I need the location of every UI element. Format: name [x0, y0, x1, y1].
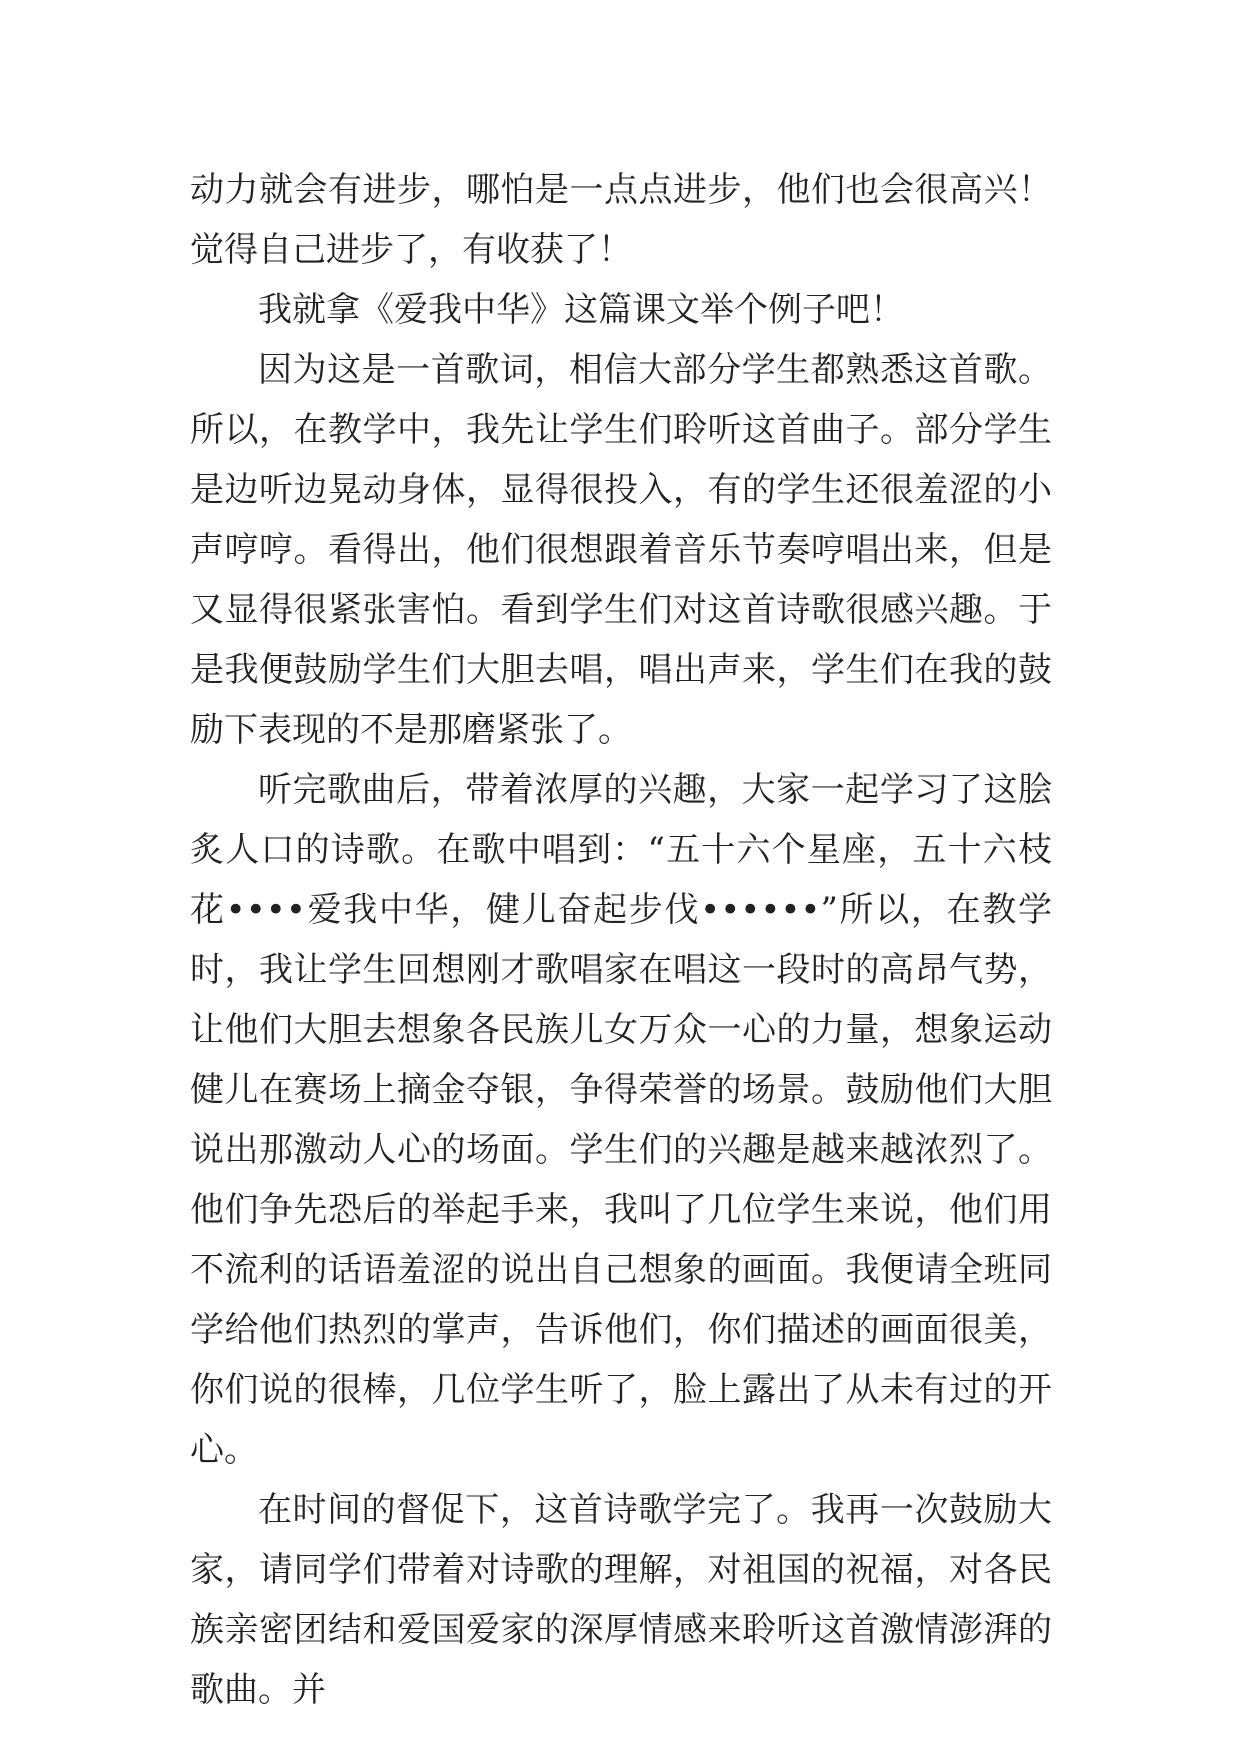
paragraph-listening: 因为这是一首歌词，相信大部分学生都熟悉这首歌。所以，在教学中，我先让学生们聆听这首曲子。部分学生是边听边晃动身体，显得很投入，有的学生还很羞涩的小声哼哼。看得出，他们很想跟着音乐节奏哼唱出来，但是又显得很紧张害怕。看到学生们对这首诗歌很感兴趣。于是我便鼓励学生们大胆去唱，唱出声来，学生们在我的鼓励下表现的不是那磨紧张了。 [190, 350, 1052, 750]
document-body [190, 160, 1052, 1720]
paragraph-continued: 动力就会有进步，哪怕是一点点进步，他们也会很高兴！觉得自己进步了，有收获了！ [190, 170, 1052, 270]
paragraph-conclusion: 在时间的督促下，这首诗歌学完了。我再一次鼓励大家，请同学们带着对诗歌的理解，对祖国的祝福，对各民族亲密团结和爱国爱家的深厚情感来聆听这首激情澎湃的歌曲。并 [190, 1490, 1052, 1710]
paragraph-learning: 听完歌曲后，带着浓厚的兴趣，大家一起学习了这脍炙人口的诗歌。在歌中唱到：“五十六个星座，五十六枝花••••爱我中华，健儿奋起步伐••••••”所以，在教学时，我让学生回想刚才歌唱家在唱这一段时的高昂气势，让他们大胆去想象各民族儿女万众一心的力量，想象运动健儿在赛场上摘金夺银，争得荣誉的场景。鼓励他们大胆说出那激动人心的场面。学生们的兴趣是越来越浓烈了。他们争先恐后的举起手来，我叫了几位学生来说，他们用不流利的话语羞涩的说出自己想象的画面。我便请全班同学给他们热烈的掌声，告诉他们，你们描述的画面很美，你们说的很棒，几位学生听了，脸上露出了从未有过的开心。 [190, 770, 1052, 1470]
paragraph-example-intro: 我就拿《爱我中华》这篇课文举个例子吧！ [258, 290, 904, 330]
